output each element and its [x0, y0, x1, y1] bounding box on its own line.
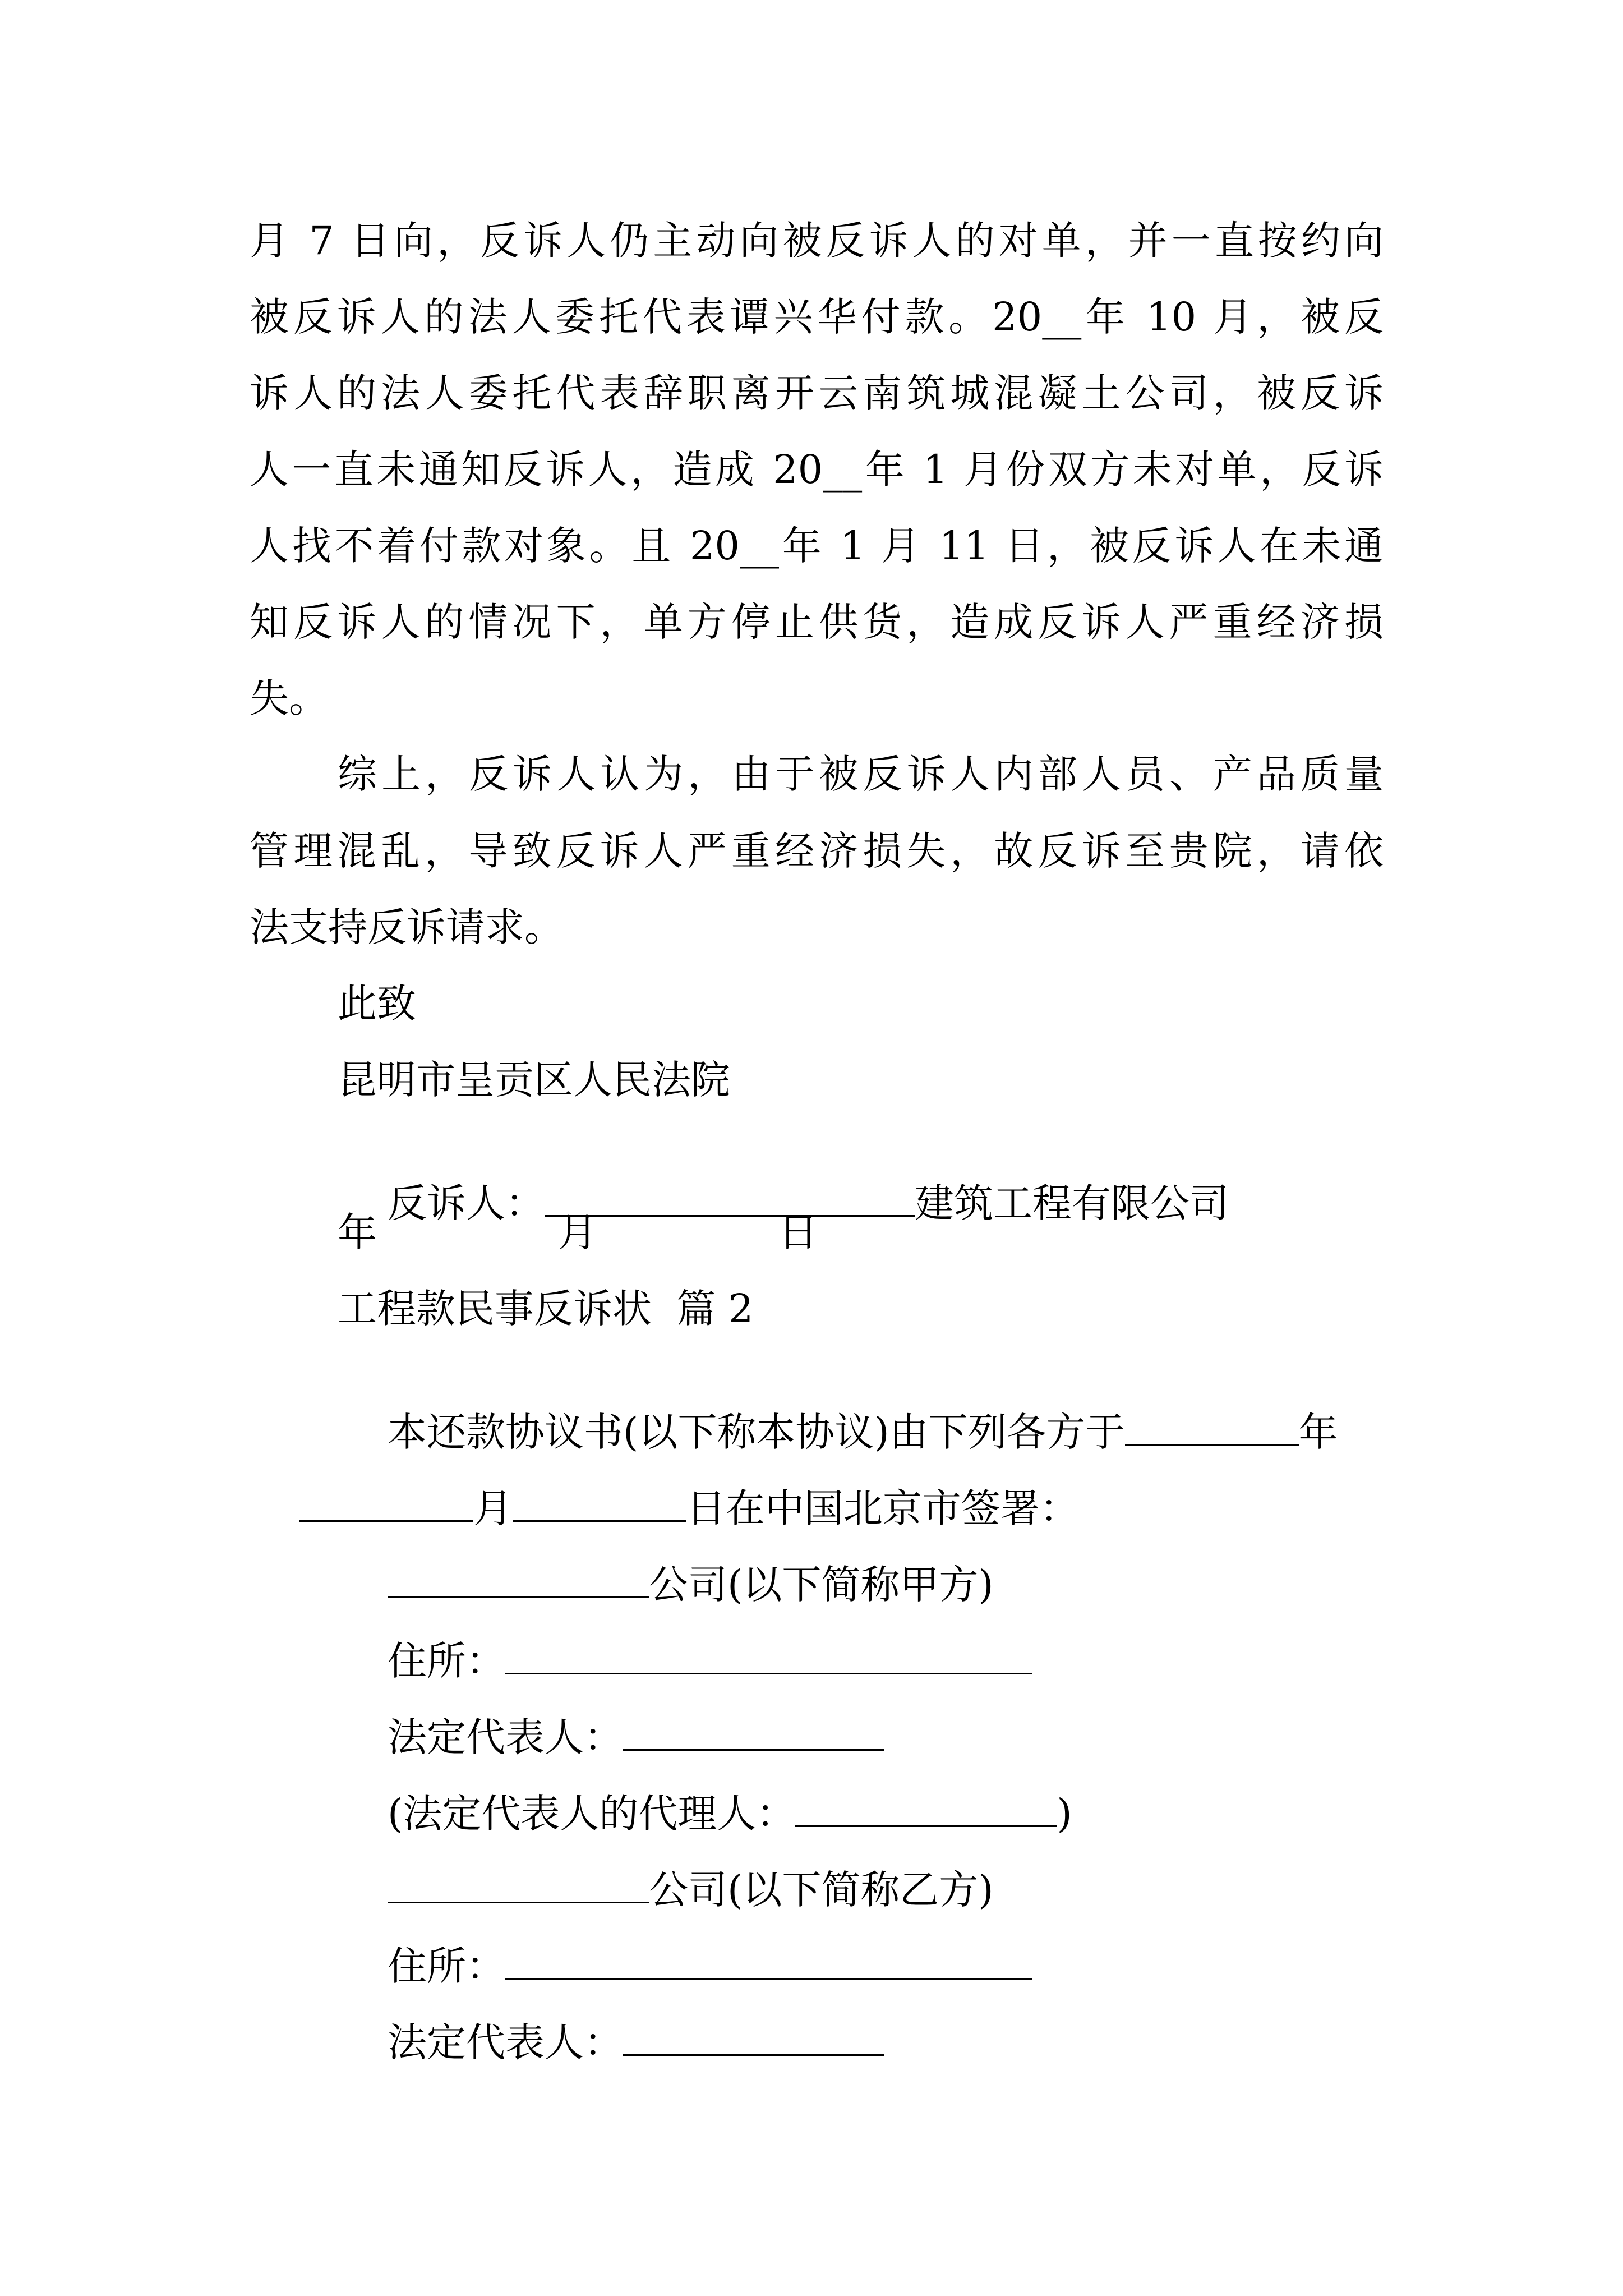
body-text-line: 管理混乱，导致反诉人严重经济损失，故反诉至贵院，请依 — [250, 828, 1384, 874]
signing-year-blank — [1125, 1405, 1299, 1446]
plaintiff-name-blank — [545, 1176, 915, 1217]
court-name: 昆明市呈贡区人民法院 — [338, 1057, 730, 1103]
date-year-label: 年 — [338, 1209, 377, 1255]
party-b-rep-line — [338, 1976, 884, 2101]
signing-day-blank — [513, 1481, 686, 1522]
party-b-address-label: 住所： — [388, 1943, 506, 1989]
body-text-line: 诉人的法人委托代表辞职离开云南筑城混凝土公司，被反诉 — [250, 370, 1384, 416]
date-day-label: 日 — [778, 1209, 818, 1255]
party-b-rep-blank — [623, 2015, 884, 2056]
party-b-rep-label: 法定代表人： — [388, 2019, 624, 2065]
party-b-company-blank — [388, 1862, 649, 1903]
party-a-address-label: 住所： — [388, 1638, 506, 1684]
body-text-line: 人一直未通知反诉人，造成 20__年 1 月份双方未对单，反诉 — [250, 447, 1384, 493]
party-a-agent-label: (法定代表人的代理人： — [388, 1791, 796, 1837]
party-a-rep-label: 法定代表人： — [388, 1714, 624, 1760]
party-a-rep-blank — [623, 1710, 884, 1751]
plaintiff-label: 反诉人： — [388, 1180, 545, 1226]
signing-month-blank — [299, 1481, 473, 1522]
salutation: 此致 — [338, 981, 416, 1027]
body-text-line: 知反诉人的情况下，单方停止供货，造成反诉人严重经济损 — [250, 599, 1384, 645]
party-a-address-blank — [505, 1634, 1032, 1674]
agreement-intro-text: 本还款协议书(以下称本协议)由下列各方于 — [388, 1409, 1125, 1455]
plaintiff-company: 建筑工程有限公司 — [915, 1180, 1229, 1226]
party-a-company-suffix: 公司(以下简称甲方) — [649, 1562, 994, 1608]
signing-year-label: 年 — [1298, 1409, 1338, 1455]
body-text-line: 法支持反诉请求。 — [250, 904, 564, 950]
party-a-agent-blank — [795, 1786, 1057, 1827]
party-b-company-suffix: 公司(以下简称乙方) — [649, 1867, 994, 1913]
signing-place-text: 日在中国北京市签署： — [686, 1485, 1080, 1531]
section-heading: 工程款民事反诉状 篇 2 — [338, 1286, 754, 1332]
body-text-line: 人找不着付款对象。且 20__年 1 月 11 日，被反诉人在未通 — [250, 523, 1384, 569]
signing-month-label: 月 — [473, 1485, 513, 1531]
body-text-line: 综上，反诉人认为，由于被反诉人内部人员、产品质量 — [338, 751, 1384, 797]
body-text-line: 被反诉人的法人委托代表谭兴华付款。20__年 10 月，被反 — [250, 294, 1384, 340]
date-month-label: 月 — [558, 1209, 597, 1255]
body-text-line: 失。 — [250, 675, 328, 721]
party-a-agent-close: ) — [1057, 1791, 1072, 1837]
body-text-line: 月 7 日向，反诉人仍主动向被反诉人的对单，并一直按约向 — [250, 218, 1384, 264]
party-a-company-blank — [388, 1557, 649, 1598]
party-b-address-blank — [505, 1939, 1032, 1980]
